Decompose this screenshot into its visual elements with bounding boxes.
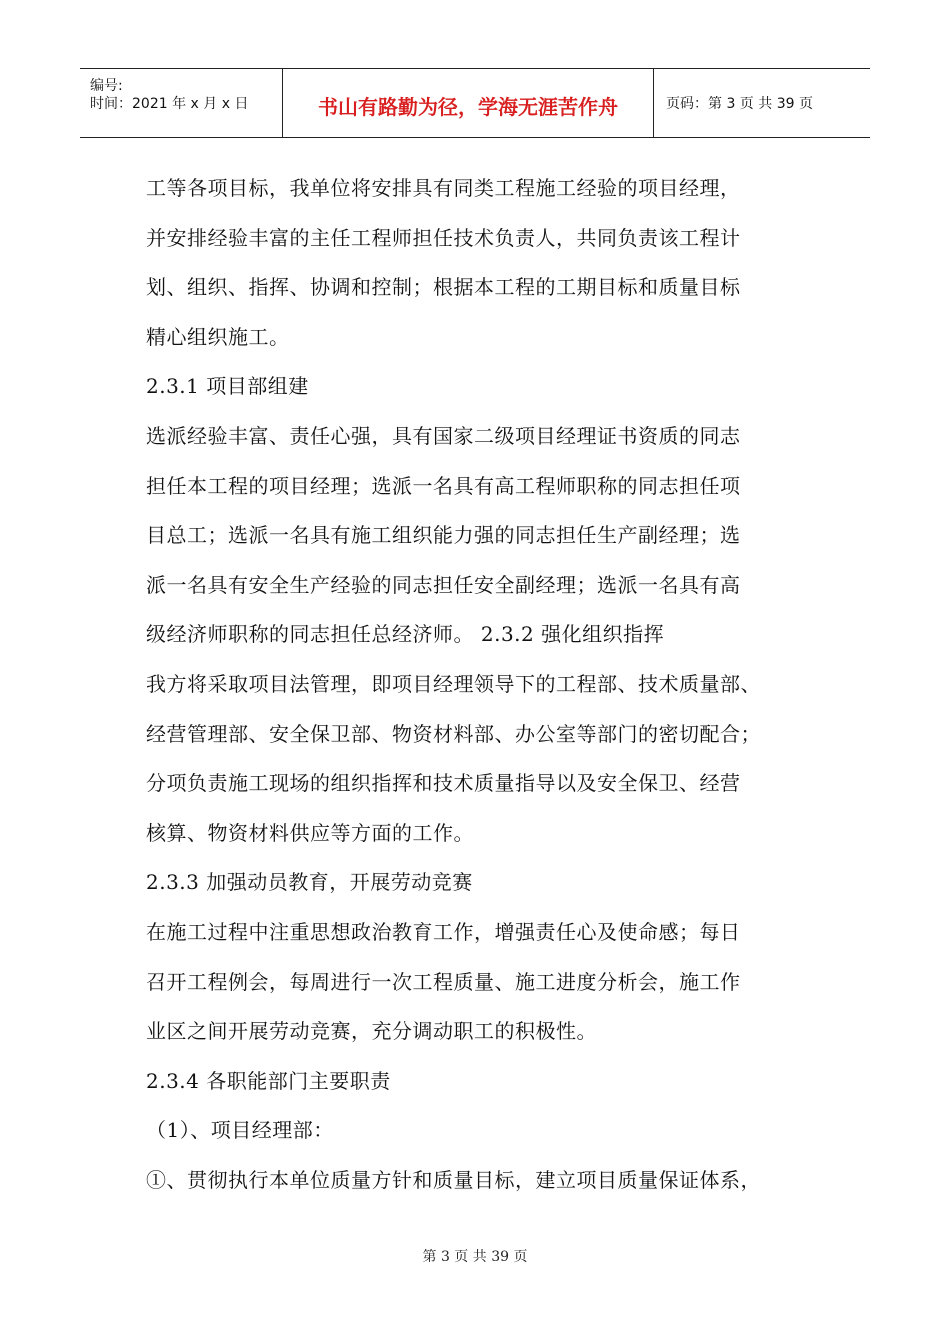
section-heading: 2.3.4 各职能部门主要职责: [146, 1068, 391, 1093]
body-line: 经营管理部、安全保卫部、物资材料部、办公室等部门的密切配合；: [146, 721, 761, 746]
body-line: 精心组织施工。: [146, 324, 290, 349]
body-line: 业区之间开展劳动竞赛，充分调动职工的积极性。: [146, 1019, 597, 1044]
document-code-label: 编号:: [90, 78, 123, 94]
header-motto-cell: [283, 69, 654, 137]
body-line: 划、组织、指挥、协调和控制；根据本工程的工期目标和质量目标: [146, 275, 741, 300]
body-line: 召开工程例会，每周进行一次工程质量、施工进度分析会，施工作: [146, 969, 741, 994]
body-line: 我方将采取项目法管理，即项目经理领导下的工程部、技术质量部、: [146, 671, 761, 696]
header-meta-cell: [80, 69, 283, 137]
body-line: 目总工；选派一名具有施工组织能力强的同志担任生产副经理；选: [146, 523, 741, 548]
body-line: 并安排经验丰富的主任工程师担任技术负责人，共同负责该工程计: [146, 225, 741, 250]
body-line: 在施工过程中注重思想政治教育工作，增强责任心及使命感；每日: [146, 919, 741, 944]
section-heading: 2.3.3 加强动员教育，开展劳动竞赛: [146, 870, 473, 895]
body-line: 担任本工程的项目经理；选派一名具有高工程师职称的同志担任项: [146, 473, 741, 498]
subsection-heading: （1）、项目经理部：: [146, 1118, 334, 1143]
body-line: 分项负责施工现场的组织指挥和技术质量指导以及安全保卫、经营: [146, 771, 741, 796]
body-line: ①、贯彻执行本单位质量方针和质量目标，建立项目质量保证体系，: [146, 1167, 761, 1192]
body-line: 选派经验丰富、责任心强，具有国家二级项目经理证书资质的同志: [146, 423, 741, 448]
document-body: [146, 164, 836, 1205]
page-header: [80, 68, 870, 138]
body-line: 级经济师职称的同志担任总经济师。 2.3.2 强化组织指挥: [146, 622, 665, 647]
document-time-label: 时间：2021 年 x 月 x 日: [90, 96, 249, 112]
header-motto: 书山有路勤为径，学海无涯苦作舟: [318, 95, 618, 119]
page-footer: 第 3 页 共 39 页: [422, 1249, 528, 1265]
section-heading: 2.3.1 项目部组建: [146, 374, 309, 399]
body-line: 核算、物资材料供应等方面的工作。: [146, 820, 474, 845]
body-line: 派一名具有安全生产经验的同志担任安全副经理；选派一名具有高: [146, 572, 741, 597]
body-line: 工等各项目标，我单位将安排具有同类工程施工经验的项目经理，: [146, 176, 741, 200]
header-page-info: 页码：第 3 页 共 39 页: [666, 96, 813, 112]
header-page-cell: [654, 69, 870, 137]
